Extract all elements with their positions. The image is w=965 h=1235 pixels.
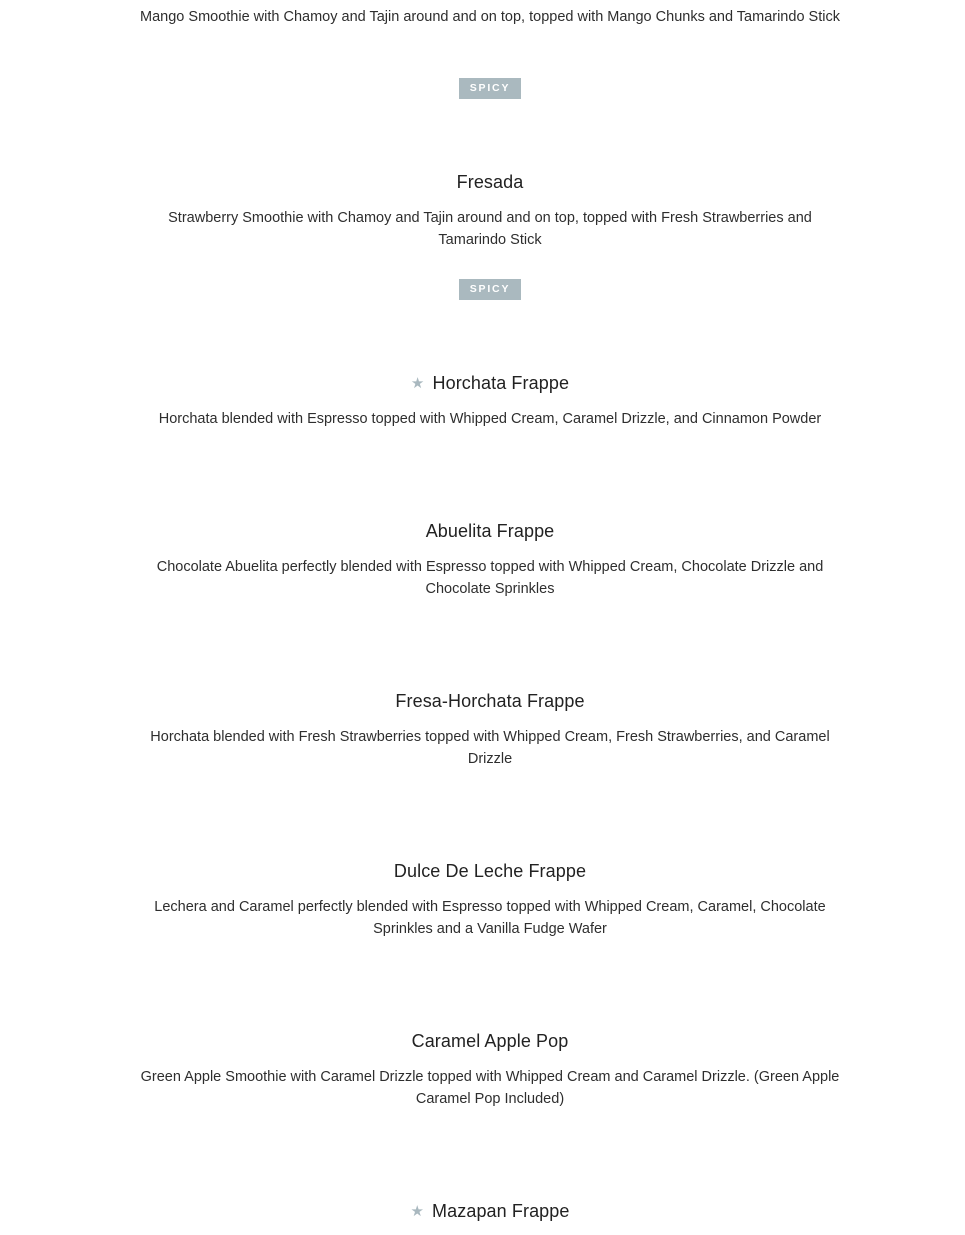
item-name: Fresada — [456, 172, 524, 192]
item-title-fresada[interactable] — [0, 170, 965, 194]
item-name: Fresa-Horchata Frappe — [395, 691, 585, 711]
star-icon: ★ — [410, 1203, 425, 1220]
item-description: Lechera and Caramel perfectly blended with Espresso topped with Whipped Cream, Caramel, Chocolate Sprinkles and a Vanilla Fudge Wafer — [154, 899, 826, 937]
item-title-abuelita-frappe[interactable] — [0, 519, 965, 543]
item-name: Dulce De Leche Frappe — [393, 861, 587, 881]
item-description: Mango Smoothie with Chamoy and Tajin around and on top, topped with Mango Chunks and Tamarindo Stick — [140, 9, 840, 25]
spicy-badge: SPICY — [459, 279, 521, 300]
item-title-caramel-apple-pop[interactable] — [0, 1029, 965, 1053]
item-description: Strawberry Smoothie with Chamoy and Tajin around and on top, topped with Fresh Strawberries and Tamarindo Stick — [168, 210, 812, 248]
item-description: Green Apple Smoothie with Caramel Drizzle topped with Whipped Cream and Caramel Drizzle. (Green Apple Caramel Pop Included) — [140, 1069, 840, 1107]
item-description: Horchata blended with Espresso topped with Whipped Cream, Caramel Drizzle, and Cinnamon Powder — [158, 411, 822, 427]
item-title-horchata-frappe[interactable] — [0, 371, 965, 397]
item-name: Horchata Frappe — [432, 373, 570, 393]
item-title-fresa-horchata-frappe[interactable] — [0, 689, 965, 713]
item-title-dulce-de-leche-frappe[interactable] — [0, 859, 965, 883]
item-title-mazapan-frappe[interactable] — [0, 1199, 965, 1225]
item-name: Caramel Apple Pop — [411, 1031, 569, 1051]
item-name: Abuelita Frappe — [425, 521, 555, 541]
spicy-badge: SPICY — [459, 78, 521, 99]
item-description: Horchata blended with Fresh Strawberries topped with Whipped Cream, Fresh Strawberries, and Caramel Drizzle — [150, 729, 830, 767]
star-icon: ★ — [410, 375, 425, 392]
item-name: Mazapan Frappe — [432, 1201, 570, 1221]
item-description: Chocolate Abuelita perfectly blended with Espresso topped with Whipped Cream, Chocolate Drizzle and Chocolate Sprinkles — [156, 559, 824, 597]
